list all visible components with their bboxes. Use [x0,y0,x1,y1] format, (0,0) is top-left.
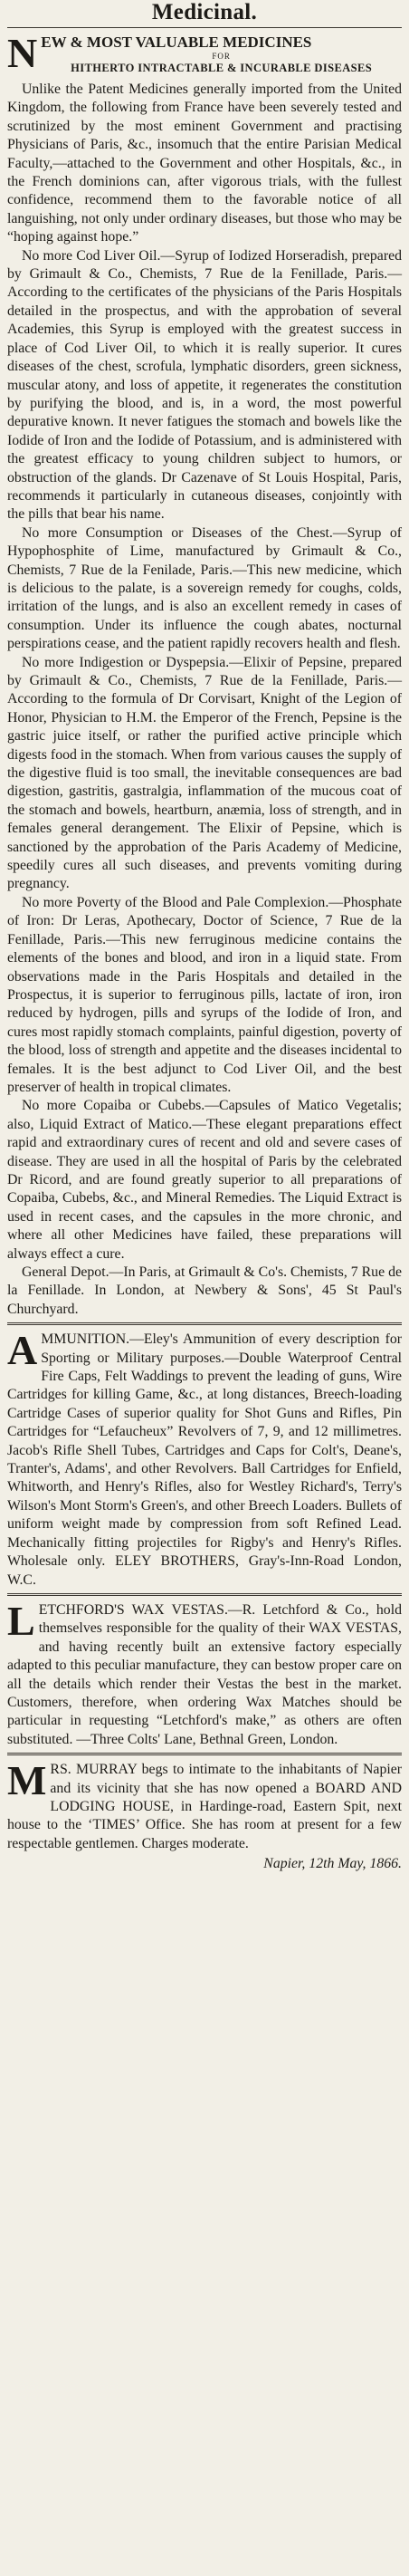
ad-paragraph-indigestion: No more Indigestion or Dyspepsia.—Elixir of Pepsine, prepared by Grimault & Co., Chemists, 7 Rue de la Fenillade, Paris.—According to the formula of Dr Corvisart, Knight of the Legion of Honor, Physician to H.M. the Emperor of the French, Pepsine is the gastric juice itself, or rather the purified active principle which digests food in the stomach. When from various causes the supply of the digestive fluid is too small, the inevitable consequences are bad digestion, gastritis, gastralgia, inflammation of the mucous coat of the stomach and bowels, heartburn, anæmia, loss of strength, and in females general derangement. The Elixir of Pepsine, which is sanctioned by the approbation of the Paris Academy of Medicine, speedily cures all such diseases, and prevents vomiting during pregnancy. [7,654,402,892]
ad-signature: ELEY BROTHERS, Gray's-Inn-Road London, W.C. [7,1553,402,1588]
headline-text: EW & MOST VALUABLE MEDICINES [41,34,312,51]
ad-letchford-wax-vestas [7,1597,402,1749]
ad-paragraph-blood: No more Poverty of the Blood and Pale Complexion.—Phosphate of Iron: Dr Leras, Apothecary, Doctor of Science, 7 Rue de la Fenillade, Paris.—This new ferruginous medicine contains the elements of the bones and blood, and iron in a liquid state. From observations made in the Paris Hospitals and detailed in the Prospectus, it is superior to ferruginous pills, lactate of iron, iron reduced by hydrogen, pills and syrups of the Iodide of Iron, and cures most rapidly stomach complaints, painful digestion, poverty of the blood, loss of strength and appetite and the diseases incidental to females. It is the best adjunct to Cod Liver Oil, and the best preserver of health in tropical climates. [7,894,402,1095]
title-rule [7,27,402,28]
ad-paragraph-cod-liver-oil: No more Cod Liver Oil.—Syrup of Iodized Horseradish, prepared by Grimault & Co., Chemists, 7 Rue de la Fenillade, Paris.—According to the certificates of the physicians of the Paris Hospitals detailed in the prospectus, and with the approbation of several Academies, this Syrup is employed with the greatest success in place of Cod Liver Oil, to which it is really superior. It cures diseases of the chest, scrofula, lymphatic disorders, green sickness, muscular atony, and loss of appetite, it regenerates the constitution by purifying the blood, and is, in a word, the most powerful depurative known. It never fatigues the stomach and bowels like the Iodide of Iron and the Iodide of Potassium, and is administered with the greatest efficacy to young children subject to humors, or obstruction of the glands. Dr Cazenave of St Louis Hospital, Paris, recommends it particularly in cutaneous diseases, conjointly with the pills that bear his name. [7,247,402,523]
ad-body: RS. MURRAY begs to intimate to the inhabitants of Napier and its vicinity that she has now opened a BOARD AND LODGING HOUSE, in Hardinge-road, Eastern Spit, next house to the ‘TIMES’ Office. She has room at present for a few respectable gentlemen. Charges moderate. [7,1762,402,1851]
ad-paragraph-depot: General Depot.—In Paris, at Grimault & Co's. Chemists, 7 Rue de la Fenillade. In London, at Newbery & Sons', 45 St Paul's Churchyard. [7,1264,402,1317]
ad-signature: —Three Colts' Lane, Bethnal Green, London. [76,1731,338,1747]
ad-paragraph-intro: Unlike the Patent Medicines generally imported from the United Kingdom, the following from France have been severely tested and scrutinized by the most eminent Government and practising Physicians of Paris, &c., insomuch that the entire Parisian Medical Faculty,—attached to the Government and other Hospitals, &c., in the French dominions can, after vigorous trials, with the fullest confidence, recommend them to the favorable notice of all languishing, not only under ordinary diseases, but those who may be “hoping against hope.” [7,82,402,245]
ad-body: ETCHFORD'S WAX VESTAS.—R. Letchford & Co., hold themselves responsible for the quality of their WAX VESTAS, and having recently built an extensive factory especially adapted to this peculiar manufacture, they can bestow proper care on all the details which render their Vestas the best in the market. Customers, therefore, when ordering Wax Matches should be particular in requesting “Letchford's make,” as others are often substituted. [7,1601,402,1747]
ad-body: MMUNITION.—Eley's Ammunition of every description for Sporting or Military purposes.—Double Waterproof Central Fire Caps, Felt Waddings to prevent the leading of guns, Wire Cartridges for killing Game, &c., at long distances, Breech-loading Cartridge Cases of superior quality for Shot Guns and Rifles, Pin Cartridges for “Lefaucheux” Revolvers of 7, 9, and 12 millimetres. Jacob's Rifle Shell Tubes, Cartridges and Caps for Colt's, Deane's, Tranter's, Adams', and other Revolvers. Ball Cartridges for Enfield, Whitworth, and Henry's Rifles, also for Westley Richard's, Terry's Wilson's Mont Storm's Green's, and other Breech Loaders. Bullets of uniform weight made by compression from soft Refined Lead. Mechanically fitting projectiles for Rigby's and Henry's Rifles. Wholesale only. [7,1331,402,1570]
ad-date: Napier, 12th May, 1866. [263,1856,402,1872]
ad-divider [7,1593,402,1596]
headline-dropcap: N [7,30,38,76]
ad-paragraph-copaiba: No more Copaiba or Cubebs.—Capsules of Matico Vegetalis; also, Liquid Extract of Matico.—These elegant preparations effect rapid and extraordinary cures of recent and old and severe cases of disease. They are used in all the hospital of Paris by the celebrated Dr Ricord, and are found greatly superior to all preparations of Copaiba, Cubebs, &c., and Mineral Remedies. The Liquid Extract is used in recent cases, and the capsules in the more chronic, and where all other Medicines have failed, these preparations will always effect a cure. [7,1098,402,1262]
ad-eley-ammunition [7,1327,402,1590]
ad-divider [7,1322,402,1325]
ad-paragraph-consumption: No more Consumption or Diseases of the Chest.—Syrup of Hypophosphite of Lime, manufactured by Grimault & Co., Chemists, 7 Rue de la Fenilade, Paris.—This new medicine, which is delicious to the palate, is a sovereign remedy for coughs, colds, irritation of the lungs, and is also an excellent remedy in cases of consumption. Under its influence the cough abates, nocturnal perspirations cease, and the patient rapidly recovers health and flesh. [7,524,402,652]
ad-dropcap: M [7,1757,47,1804]
headline-for: FOR [212,52,231,61]
ad-divider [7,1753,402,1755]
ad-grimault-medicines [7,30,402,1319]
ad-mrs-murray-boarding [7,1757,402,1873]
ad-subhead: HITHERTO INTRACTABLE & INCURABLE DISEASES [71,62,373,74]
section-title: Medicinal. [151,0,258,24]
ad-dropcap: A [7,1327,38,1374]
ad-dropcap: L [7,1597,35,1644]
